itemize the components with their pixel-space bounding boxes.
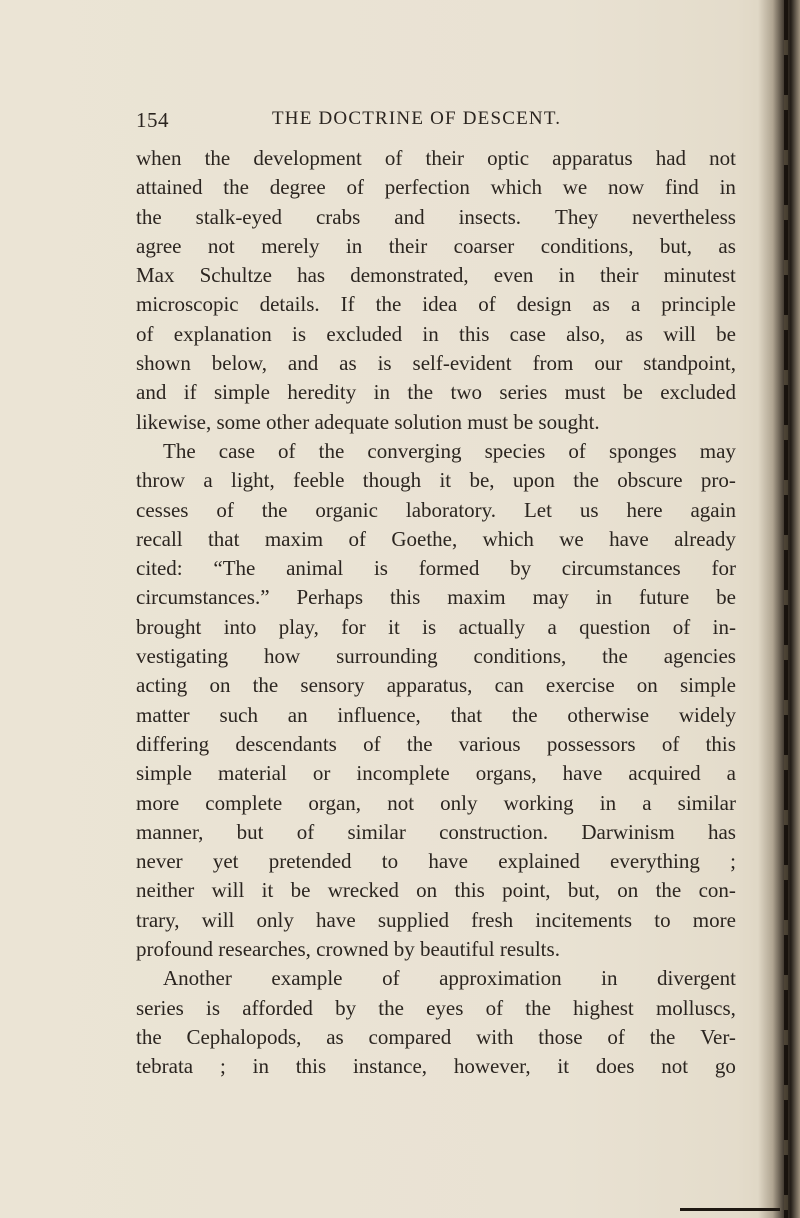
page-header bbox=[136, 108, 736, 138]
text-line: recall that maxim of Goethe, which we have already bbox=[136, 526, 736, 551]
text-line: trary, will only have supplied fresh incitements to more bbox=[136, 907, 736, 932]
page-number: 154 bbox=[136, 108, 169, 132]
body-text bbox=[136, 144, 736, 1082]
text-line: profound researches, crowned by beautiful results. bbox=[136, 937, 560, 962]
text-line: throw a light, feeble though it be, upon the obscure pro- bbox=[136, 468, 736, 493]
text-line: cited: “The animal is formed by circumstances for bbox=[136, 556, 736, 581]
running-title: THE DOCTRINE OF DESCENT. bbox=[272, 108, 562, 129]
text-line: of explanation is excluded in this case also, as will be bbox=[136, 321, 736, 346]
text-line: circumstances.” Perhaps this maxim may in future be bbox=[136, 585, 736, 610]
text-line: matter such an influence, that the otherwise widely bbox=[136, 702, 736, 727]
page-edge-rule bbox=[680, 1208, 780, 1211]
binding-edge bbox=[758, 0, 800, 1218]
text-line: the stalk-eyed crabs and insects. They nevertheless bbox=[136, 204, 736, 229]
text-line: vestigating how surrounding conditions, the agencies bbox=[136, 644, 736, 669]
text-line: microscopic details. If the idea of design as a principle bbox=[136, 292, 736, 317]
text-line: when the development of their optic apparatus had not bbox=[136, 146, 736, 170]
text-line: likewise, some other adequate solution must be sought. bbox=[136, 409, 600, 434]
text-line: never yet pretended to have explained everything ; bbox=[136, 849, 736, 874]
text-line: simple material or incomplete organs, have acquired a bbox=[136, 761, 736, 786]
text-line-paragraph-start: Another example of approximation in divergent bbox=[163, 966, 736, 991]
text-line: attained the degree of perfection which we now find in bbox=[136, 175, 736, 200]
text-line: differing descendants of the various possessors of this bbox=[136, 731, 736, 756]
binding-shadow bbox=[784, 0, 788, 1218]
text-line: series is afforded by the eyes of the highest molluscs, bbox=[136, 995, 736, 1020]
text-line: and if simple heredity in the two series must be excluded bbox=[136, 380, 736, 405]
text-line: manner, but of similar construction. Darwinism has bbox=[136, 819, 736, 844]
text-line: agree not merely in their coarser conditions, but, as bbox=[136, 233, 736, 258]
text-line-paragraph-start: The case of the converging species of sponges may bbox=[163, 438, 736, 463]
text-line: neither will it be wrecked on this point, but, on the con- bbox=[136, 878, 736, 903]
text-line: brought into play, for it is actually a question of in- bbox=[136, 614, 736, 639]
text-line: the Cephalopods, as compared with those of the Ver- bbox=[136, 1024, 736, 1049]
text-line: acting on the sensory apparatus, can exercise on simple bbox=[136, 673, 736, 698]
text-line: Max Schultze has demonstrated, even in their minutest bbox=[136, 263, 736, 288]
text-line: more complete organ, not only working in a similar bbox=[136, 790, 736, 815]
text-line: tebrata ; in this instance, however, it does not go bbox=[136, 1054, 736, 1079]
text-line: cesses of the organic laboratory. Let us here again bbox=[136, 497, 736, 522]
text-line: shown below, and as is self-evident from our standpoint, bbox=[136, 351, 736, 376]
